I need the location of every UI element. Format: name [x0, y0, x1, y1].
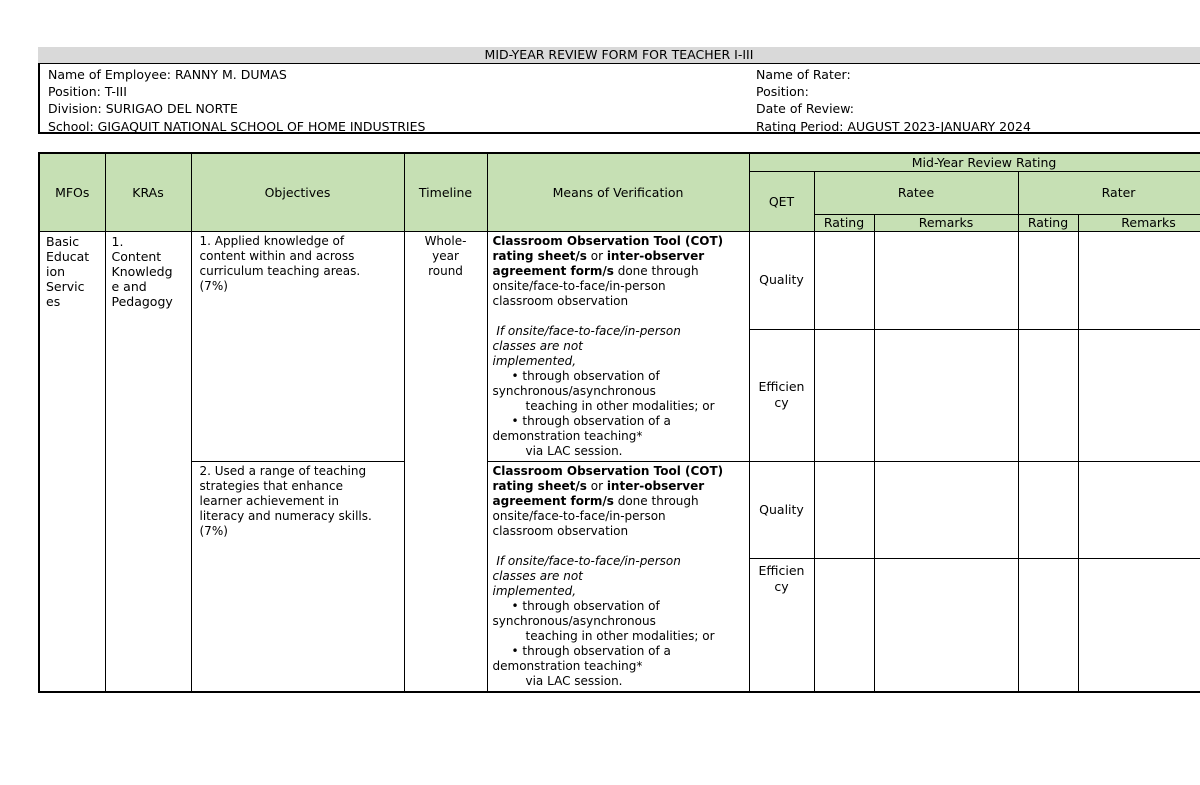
- employee-school: School: GIGAQUIT NATIONAL SCHOOL OF HOME INDUSTRIES: [48, 119, 426, 134]
- employee-division: Division: SURIGAO DEL NORTE: [48, 101, 238, 116]
- mov-demo: demonstration teaching*: [492, 428, 643, 443]
- mov-inter-observer: inter-observer: [606, 248, 705, 263]
- timeline-cell: [404, 231, 487, 692]
- ratee-remarks-quality-2[interactable]: [874, 461, 1018, 558]
- mov-bullet-1: • through observation of: [511, 368, 660, 383]
- mov-bullet-2: • through observation of a: [511, 413, 671, 428]
- header-timeline: Timeline: [404, 153, 487, 231]
- rater-rating-efficiency-1[interactable]: [1018, 330, 1078, 461]
- mov-agreement: agreement form/s: [492, 493, 614, 508]
- header-mfos: MFOs: [39, 153, 105, 231]
- objective-text-line: strategies that enhance: [199, 478, 343, 493]
- mov-rating-sheet: rating sheet/s: [492, 478, 587, 493]
- mov-or: or: [586, 248, 607, 263]
- mfo-text-line: ion: [46, 263, 66, 279]
- objective-1: [191, 231, 404, 461]
- rater-rating-efficiency-2[interactable]: [1018, 558, 1078, 691]
- header-means-of-verification: Means of Verification: [487, 153, 749, 231]
- objective-text-line: 1. Applied knowledge of: [199, 233, 345, 248]
- mov-classroom: classroom observation: [492, 293, 629, 308]
- mov-classes: classes are not: [492, 568, 583, 583]
- mov-cot: Classroom Observation Tool (COT): [492, 463, 724, 478]
- kra-cell: [105, 231, 191, 692]
- ratee-remarks-quality-1[interactable]: [874, 231, 1018, 330]
- mov-implemented: implemented,: [492, 583, 577, 598]
- mov-done-through: done through: [613, 263, 699, 278]
- objective-text-line: content within and across: [199, 248, 355, 263]
- mfo-text-line: Educat: [46, 248, 90, 264]
- header-ratee-remarks: Remarks: [874, 214, 1018, 231]
- qet-efficiency-2: [749, 558, 814, 691]
- qet-efficiency-line: cy: [774, 395, 789, 411]
- mov-onsite: onsite/face-to-face/in-person: [492, 508, 666, 523]
- mov-demo: demonstration teaching*: [492, 658, 643, 673]
- review-date: Date of Review:: [756, 101, 854, 116]
- rater-remarks-efficiency-2[interactable]: [1078, 558, 1200, 691]
- objective-text-line: learner achievement in: [199, 493, 339, 508]
- mov-teaching-other: teaching in other modalities; or: [525, 398, 715, 413]
- header-objectives: Objectives: [191, 153, 404, 231]
- rater-remarks-quality-2[interactable]: [1078, 461, 1200, 558]
- rater-position: Position:: [756, 84, 809, 99]
- ratee-remarks-efficiency-1[interactable]: [874, 330, 1018, 461]
- review-table: [38, 152, 1200, 693]
- mov-or: or: [586, 478, 607, 493]
- mfo-cell: [39, 231, 105, 692]
- timeline-text-line: year: [432, 248, 459, 263]
- employee-position: Position: T-III: [48, 84, 127, 99]
- ratee-rating-efficiency-2[interactable]: [814, 558, 874, 691]
- header-rater-remarks: Remarks: [1078, 214, 1200, 231]
- kra-text-line: e and: [111, 278, 147, 294]
- header-rater: Rater: [1018, 171, 1200, 214]
- kra-text-line: Knowledg: [111, 263, 173, 279]
- mov-sync: synchronous/asynchronous: [492, 613, 656, 628]
- mov-onsite: onsite/face-to-face/in-person: [492, 278, 666, 293]
- rater-rating-quality-2[interactable]: [1018, 461, 1078, 558]
- timeline-text-line: Whole-: [424, 233, 467, 248]
- mov-classroom: classroom observation: [492, 523, 629, 538]
- qet-quality-1: Quality: [749, 231, 814, 330]
- mov-if-onsite: If onsite/face-to-face/in-person: [492, 323, 681, 338]
- rating-period: Rating Period: AUGUST 2023-JANUARY 2024: [756, 119, 1031, 134]
- objective-text-line: curriculum teaching areas.: [199, 263, 361, 278]
- mov-objective-2: [487, 461, 749, 692]
- header-rater-rating: Rating: [1018, 214, 1078, 231]
- objective-text-line: literacy and numeracy skills.: [199, 508, 372, 523]
- mfo-text-line: Basic: [46, 233, 80, 249]
- mov-if-onsite: If onsite/face-to-face/in-person: [492, 553, 681, 568]
- kra-text-line: Pedagogy: [111, 293, 173, 309]
- timeline-text-line: round: [428, 263, 463, 278]
- objective-2: [191, 461, 404, 692]
- rater-remarks-quality-1[interactable]: [1078, 231, 1200, 330]
- ratee-rating-quality-2[interactable]: [814, 461, 874, 558]
- rater-name: Name of Rater:: [756, 67, 851, 82]
- qet-efficiency-line: Efficien: [758, 379, 805, 395]
- mov-inter-observer: inter-observer: [606, 478, 705, 493]
- qet-efficiency-line: Efficien: [758, 562, 805, 578]
- mfo-text-line: es: [46, 293, 61, 309]
- form-title: MID-YEAR REVIEW FORM FOR TEACHER I-III: [38, 47, 1200, 63]
- qet-quality-2: Quality: [749, 461, 814, 558]
- mov-bullet-2: • through observation of a: [511, 643, 671, 658]
- header-kras: KRAs: [105, 153, 191, 231]
- header-mid-year-review-rating: Mid-Year Review Rating: [749, 153, 1200, 171]
- mov-teaching-other: teaching in other modalities; or: [525, 628, 715, 643]
- rater-remarks-efficiency-1[interactable]: [1078, 330, 1200, 461]
- mov-sync: synchronous/asynchronous: [492, 383, 656, 398]
- mfo-text-line: Servic: [46, 278, 85, 294]
- header-ratee: Ratee: [814, 171, 1018, 214]
- rater-rating-quality-1[interactable]: [1018, 231, 1078, 330]
- mov-via-lac: via LAC session.: [525, 443, 623, 458]
- objective-text-line: 2. Used a range of teaching: [199, 463, 367, 478]
- ratee-rating-quality-1[interactable]: [814, 231, 874, 330]
- mov-via-lac: via LAC session.: [525, 673, 623, 688]
- mov-objective-1: [487, 231, 749, 461]
- qet-efficiency-line: cy: [774, 578, 789, 594]
- qet-efficiency-1: [749, 330, 814, 461]
- objective-text-line: (7%): [199, 523, 228, 538]
- employee-name: Name of Employee: RANNY M. DUMAS: [48, 67, 287, 82]
- kra-text-line: 1.: [111, 233, 124, 249]
- objective-text-line: (7%): [199, 278, 228, 293]
- employee-info-block: [38, 63, 1200, 134]
- kra-text-line: Content: [111, 248, 162, 264]
- mov-rating-sheet: rating sheet/s: [492, 248, 587, 263]
- ratee-rating-efficiency-1[interactable]: [814, 330, 874, 461]
- mov-agreement: agreement form/s: [492, 263, 614, 278]
- mov-classes: classes are not: [492, 338, 583, 353]
- ratee-remarks-efficiency-2[interactable]: [874, 558, 1018, 691]
- header-ratee-rating: Rating: [814, 214, 874, 231]
- mov-implemented: implemented,: [492, 353, 577, 368]
- mov-cot: Classroom Observation Tool (COT): [492, 233, 724, 248]
- header-qet: QET: [749, 171, 814, 231]
- mov-bullet-1: • through observation of: [511, 598, 660, 613]
- mov-done-through: done through: [613, 493, 699, 508]
